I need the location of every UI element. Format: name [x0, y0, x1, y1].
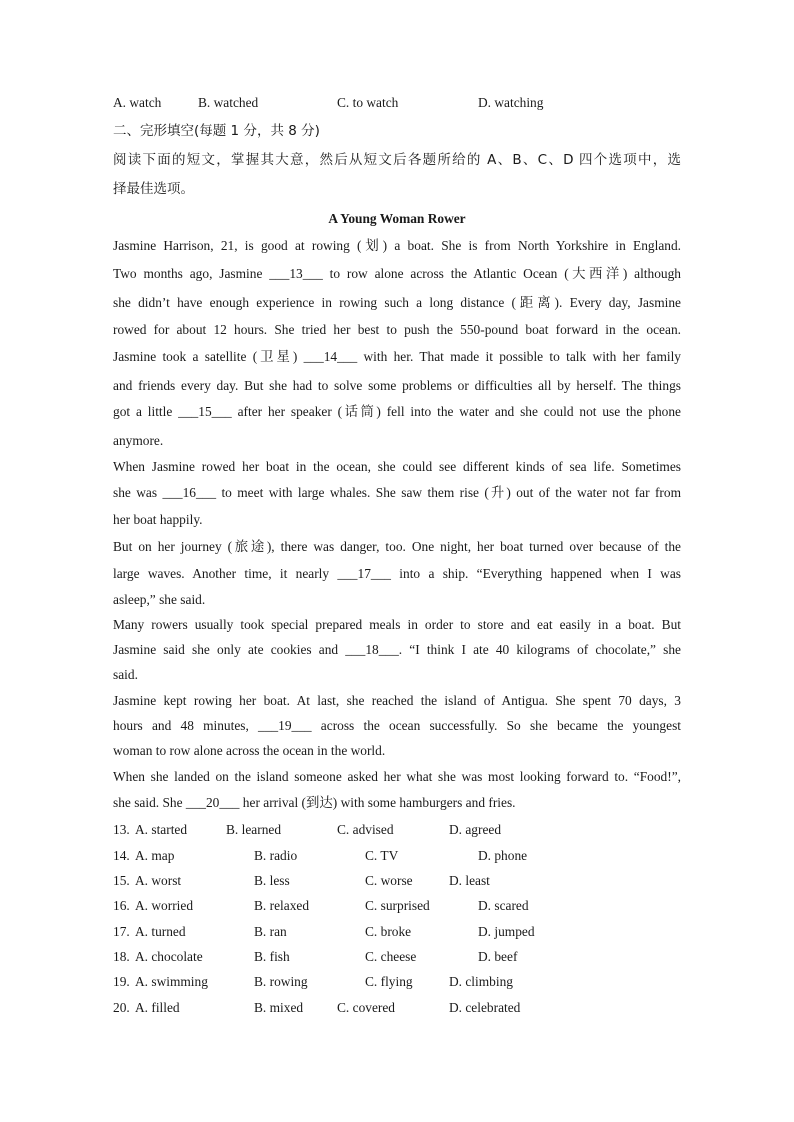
option-b: B. radio [254, 848, 298, 863]
option-a: A. turned [135, 924, 186, 939]
option-c: C. worse [365, 873, 413, 888]
option-b: B. less [254, 873, 290, 888]
option-d: D. jumped [478, 924, 535, 939]
passage-line: got a little ___15___ after her speaker (话筒) fell into the water and she could not use the phone [113, 404, 681, 419]
passage-line: asleep,” she said. [113, 592, 206, 607]
passage-line: hours and 48 minutes, ___19___ across the ocean successfully. So she became the youngest [113, 718, 681, 733]
passage-line: Jasmine said she only ate cookies and ___18___. “I think I ate 40 kilograms of chocolate,” she [113, 642, 681, 657]
option-a: A. filled [135, 1000, 180, 1015]
option-c: C. TV [365, 848, 399, 863]
question-number: 19. [113, 974, 130, 989]
option-c: C. cheese [365, 949, 417, 964]
passage-line: said. [113, 667, 138, 682]
option-a: A. swimming [135, 974, 208, 989]
passage-line: Jasmine took a satellite (卫星) ___14___ with her. That made it possible to talk with her family [113, 349, 681, 364]
passage-line: her boat happily. [113, 512, 203, 527]
question-number: 13. [113, 822, 130, 837]
passage-line: she was ___16___ to meet with large whales. She saw them rise (升) out of the water not far from [113, 485, 681, 500]
option-d: D. climbing [449, 974, 513, 989]
question-number: 15. [113, 873, 130, 888]
option-d: D. scared [478, 898, 529, 913]
passage-line: Many rowers usually took special prepared meals in order to store and eat easily in a boat. But [113, 617, 681, 632]
option-c: C. advised [337, 822, 394, 837]
prev-option-c: C. to watch [337, 95, 399, 110]
option-b: B. relaxed [254, 898, 310, 913]
option-a: A. chocolate [135, 949, 203, 964]
instructions-line-1: 阅读下面的短文，掌握其大意，然后从短文后各题所给的 A、B、C、D 四个选项中，选 [113, 152, 681, 168]
option-b: B. ran [254, 924, 287, 939]
passage-title: A Young Woman Rower [328, 211, 466, 226]
passage-line: Jasmine kept rowing her boat. At last, she reached the island of Antigua. She spent 70 days, 3 [113, 693, 681, 708]
question-number: 16. [113, 898, 130, 913]
prev-option-d: D. watching [478, 95, 544, 110]
passage-line: and friends every day. But she had to solve some problems or difficulties all by herself. The things [113, 378, 681, 393]
option-d: D. least [449, 873, 490, 888]
option-c: C. covered [337, 1000, 396, 1015]
passage-line: When she landed on the island someone asked her what she was most looking forward to. “Food!”, [113, 769, 681, 784]
option-b: B. mixed [254, 1000, 304, 1015]
option-a: A. started [135, 822, 188, 837]
option-c: C. flying [365, 974, 413, 989]
instructions-line-2: 择最佳选项。 [113, 181, 194, 197]
option-d: D. phone [478, 848, 528, 863]
option-b: B. rowing [254, 974, 308, 989]
option-c: C. surprised [365, 898, 430, 913]
question-number: 18. [113, 949, 130, 964]
option-d: D. celebrated [449, 1000, 521, 1015]
question-number: 14. [113, 848, 130, 863]
question-number: 17. [113, 924, 130, 939]
passage-line: woman to row alone across the ocean in the world. [113, 743, 386, 758]
passage-line: But on her journey (旅途), there was danger, too. One night, her boat turned over because of the [113, 539, 681, 554]
passage-line: rowed for about 12 hours. She tried her best to push the 550-pound boat forward in the ocean. [113, 322, 681, 337]
section-heading: 二、完形填空(每题 1 分，共 8 分) [113, 123, 320, 139]
passage-line: she didn’t have enough experience in rowing such a long distance (距离). Every day, Jasmine [113, 295, 681, 310]
question-number: 20. [113, 1000, 130, 1015]
option-d: D. agreed [449, 822, 502, 837]
passage-line: large waves. Another time, it nearly ___17___ into a ship. “Everything happened when I was [113, 566, 681, 581]
option-a: A. worst [135, 873, 182, 888]
option-b: B. fish [254, 949, 290, 964]
option-b: B. learned [226, 822, 282, 837]
passage-line: Jasmine Harrison, 21, is good at rowing (划) a boat. She is from North Yorkshire in England. [113, 238, 681, 253]
passage-line: When Jasmine rowed her boat in the ocean, she could see different kinds of sea life. Sometimes [113, 459, 681, 474]
passage-line: she said. She ___20___ her arrival (到达) with some hamburgers and fries. [113, 795, 516, 810]
option-d: D. beef [478, 949, 518, 964]
option-c: C. broke [365, 924, 412, 939]
prev-option-a: A. watch [113, 95, 162, 110]
passage-line: anymore. [113, 433, 164, 448]
option-a: A. map [135, 848, 175, 863]
prev-option-b: B. watched [198, 95, 259, 110]
option-a: A. worried [135, 898, 194, 913]
passage-line: Two months ago, Jasmine ___13___ to row alone across the Atlantic Ocean (大西洋) although [113, 266, 681, 281]
